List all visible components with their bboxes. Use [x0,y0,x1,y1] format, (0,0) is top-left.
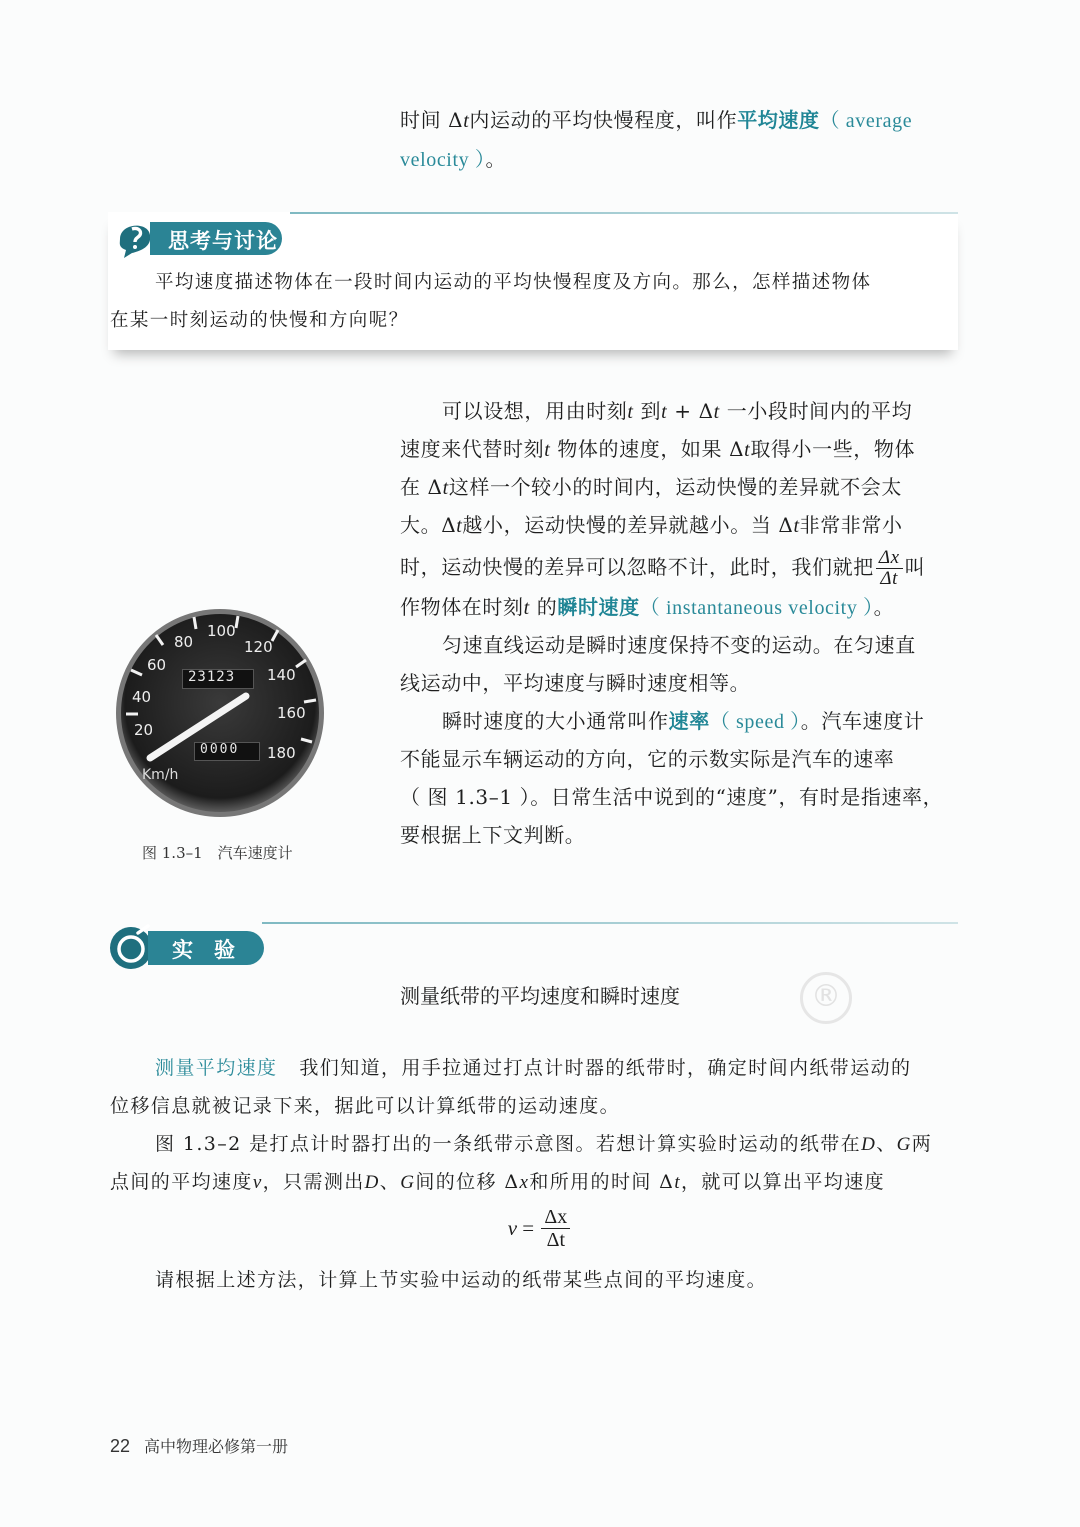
text-run: 可以设想，用由时刻 [442,399,628,423]
trip-value: 0000 [200,742,240,757]
main-line-9 [400,702,960,741]
term-average-velocity: 平均速度 [737,108,820,132]
tick-label: 140 [267,666,296,684]
text-run: 图 1.3–2 是打点计时器打出的一条纸带示意图。若想计算实验时运动的纸带在 [155,1133,862,1155]
symbol-t: t [627,401,634,423]
text-run: 线运动中，平均速度与瞬时速度相等。 [400,671,751,695]
think-line-1 [155,265,871,301]
odometer-value: 23123 [188,669,236,685]
text-run: 内运动的平均快慢程度，叫作 [469,108,738,132]
fraction-numerator: Δx [876,548,903,569]
experiment-badge-label: 实 验 [172,938,235,962]
tick-label: 100 [207,622,236,640]
caption-text: 图 1.3–1 汽车速度计 [142,844,293,862]
text-run: + Δ [667,399,714,423]
text-run: 非常非常小 [799,513,903,537]
term-instantaneous-velocity: 瞬时速度 [557,595,640,619]
formula-v: v [507,1216,518,1240]
text-run: 两 [911,1133,933,1155]
symbol-t: t [744,439,751,461]
text-run: 。 [485,147,507,171]
text-run: 一小段时间内的平均 [719,399,913,423]
intro-line-2 [400,140,960,179]
tick-label: 80 [174,633,194,651]
tick-label: 180 [267,744,296,762]
text-run: 叫 [904,555,926,579]
formula-denominator: Δt [546,1229,566,1251]
intro-line-1 [400,101,960,140]
symbol-t: t [442,477,449,499]
text-run: 我们知道，用手拉通过打点计时器的纸带时，确定时间内纸带运动的 [299,1057,912,1079]
experiment-title-text: 测量纸带的平均速度和瞬时速度 [400,984,680,1008]
main-line-12 [400,816,960,854]
symbol-t: t [456,515,463,537]
needle-icon [112,608,328,818]
text-run: 的 [529,595,558,619]
average-velocity-formula [0,1206,1080,1251]
experiment-badge-label-bg [148,931,264,965]
main-line-11 [400,778,960,816]
text-run: 点间的平均速度 [110,1171,253,1193]
tick-label: 20 [134,721,154,739]
text-run: 这样一个较小的时间内，运动快慢的差异就不会太 [448,475,902,499]
main-line-2 [400,430,960,469]
symbol-G: G [896,1134,912,1155]
text-run: 越小，运动快慢的差异就越小。当 Δ [462,513,794,537]
text-run: 到 [633,399,662,423]
main-line-4 [400,506,960,545]
think-badge-label-bg [150,222,282,255]
book-title: 高中物理必修第一册 [144,1437,289,1456]
symbol-x: x [519,1172,530,1193]
unit-label: Km/h [142,767,179,783]
formula-numerator: Δx [541,1206,570,1229]
symbol-t: t [661,401,668,423]
text-run: （ 图 1.3–1 ）。日常生活中说到的“速度”，有时是指速率， [400,785,944,809]
text-run: 、 [379,1171,401,1193]
exp-p2-line-1 [155,1126,932,1163]
text-run: Δ [448,108,464,132]
text-run: 作物体在时刻 [400,595,524,619]
formula-equals: = [517,1216,540,1240]
symbol-t: t [463,110,470,132]
formula-fraction [541,1206,570,1251]
text-run: ，就可以算出平均速度 [681,1171,886,1193]
page-number: 22 [110,1436,131,1456]
fraction-dx-dt [876,548,903,589]
symbol-t: t [793,515,800,537]
text-run: 时间 [400,108,449,132]
symbol-D: D [861,1134,877,1155]
english-term: （ instantaneous velocity ） [639,597,874,619]
main-line-8 [400,664,960,702]
tick-label: 120 [244,638,273,656]
text-run: 瞬时速度的大小通常叫作 [442,709,669,733]
text-run: 、 [876,1133,897,1155]
symbol-t: t [713,401,720,423]
text-run: 要根据上下文判断。 [400,823,586,847]
text-run: 匀速直线运动是瞬时速度保持不变的运动。在匀速直 [442,633,916,657]
main-line-5 [400,544,960,590]
text-run: 间的位移 Δ [415,1171,520,1193]
footer [110,1434,288,1457]
text-run: 在某一时刻运动的快慢和方向呢？ [110,310,409,331]
fraction-denominator: Δt [880,568,899,589]
main-line-10 [400,740,960,778]
text-run: 取得小一些，物体 [750,437,916,461]
english-term: （ average [819,110,913,132]
symbol-G: G [400,1172,416,1193]
figure-caption [142,842,293,863]
exp-p1-line-2 [110,1088,620,1124]
symbol-D: D [364,1172,380,1193]
think-line-2 [110,303,409,339]
text-run: 速度来代替时刻 [400,437,545,461]
english-term: velocity ） [400,149,486,171]
exp-p2-line-2 [110,1164,885,1201]
main-line-3 [400,468,960,507]
tick-label: 60 [147,656,167,674]
think-divider [290,212,958,214]
term-speed: 速率 [668,709,710,733]
main-line-1 [400,392,960,431]
text-run: 在 Δ [400,475,443,499]
exp-p1-line-1 [155,1050,911,1086]
watermark-mark: ® [811,979,841,1014]
experiment-title [0,980,1080,1009]
text-run: 。汽车速度计 [800,709,925,733]
english-term: （ speed ） [709,711,801,733]
text-run: 大。Δ [400,513,457,537]
experiment-divider [262,922,958,924]
main-line-7 [400,626,960,664]
text-run: 位移信息就被记录下来，据此可以计算纸带的运动速度。 [110,1095,621,1117]
think-badge-label: 思考与讨论 [168,229,278,253]
text-run: 和所用的时间 Δ [529,1171,675,1193]
text-run: ，只需测出 [262,1171,365,1193]
speedometer-figure [112,608,328,818]
text-run: 平均速度描述物体在一段时间内运动的平均快慢程度及方向。那么，怎样描述物体 [155,272,872,293]
text-run: 物体的速度，如果 Δ [550,437,745,461]
tick-label: 160 [277,704,306,722]
think-badge [110,217,282,259]
symbol-t: t [674,1172,681,1193]
text-run: 不能显示车辆运动的方向，它的示数实际是汽车的速率 [400,747,895,771]
text-run: 请根据上述方法，计算上节实验中运动的纸带某些点间的平均速度。 [155,1269,768,1291]
text-run: 。 [873,595,895,619]
symbol-t: t [523,597,530,619]
text-run: 时，运动快慢的差异可以忽略不计，此时，我们就把 [400,555,874,579]
symbol-v: v [252,1172,263,1193]
experiment-badge [108,924,264,970]
tick-label: 40 [132,688,152,706]
symbol-t: t [544,439,551,461]
exp-p3 [155,1262,767,1298]
main-line-6 [400,588,960,627]
subheading-label: 测量平均速度 [155,1057,278,1079]
